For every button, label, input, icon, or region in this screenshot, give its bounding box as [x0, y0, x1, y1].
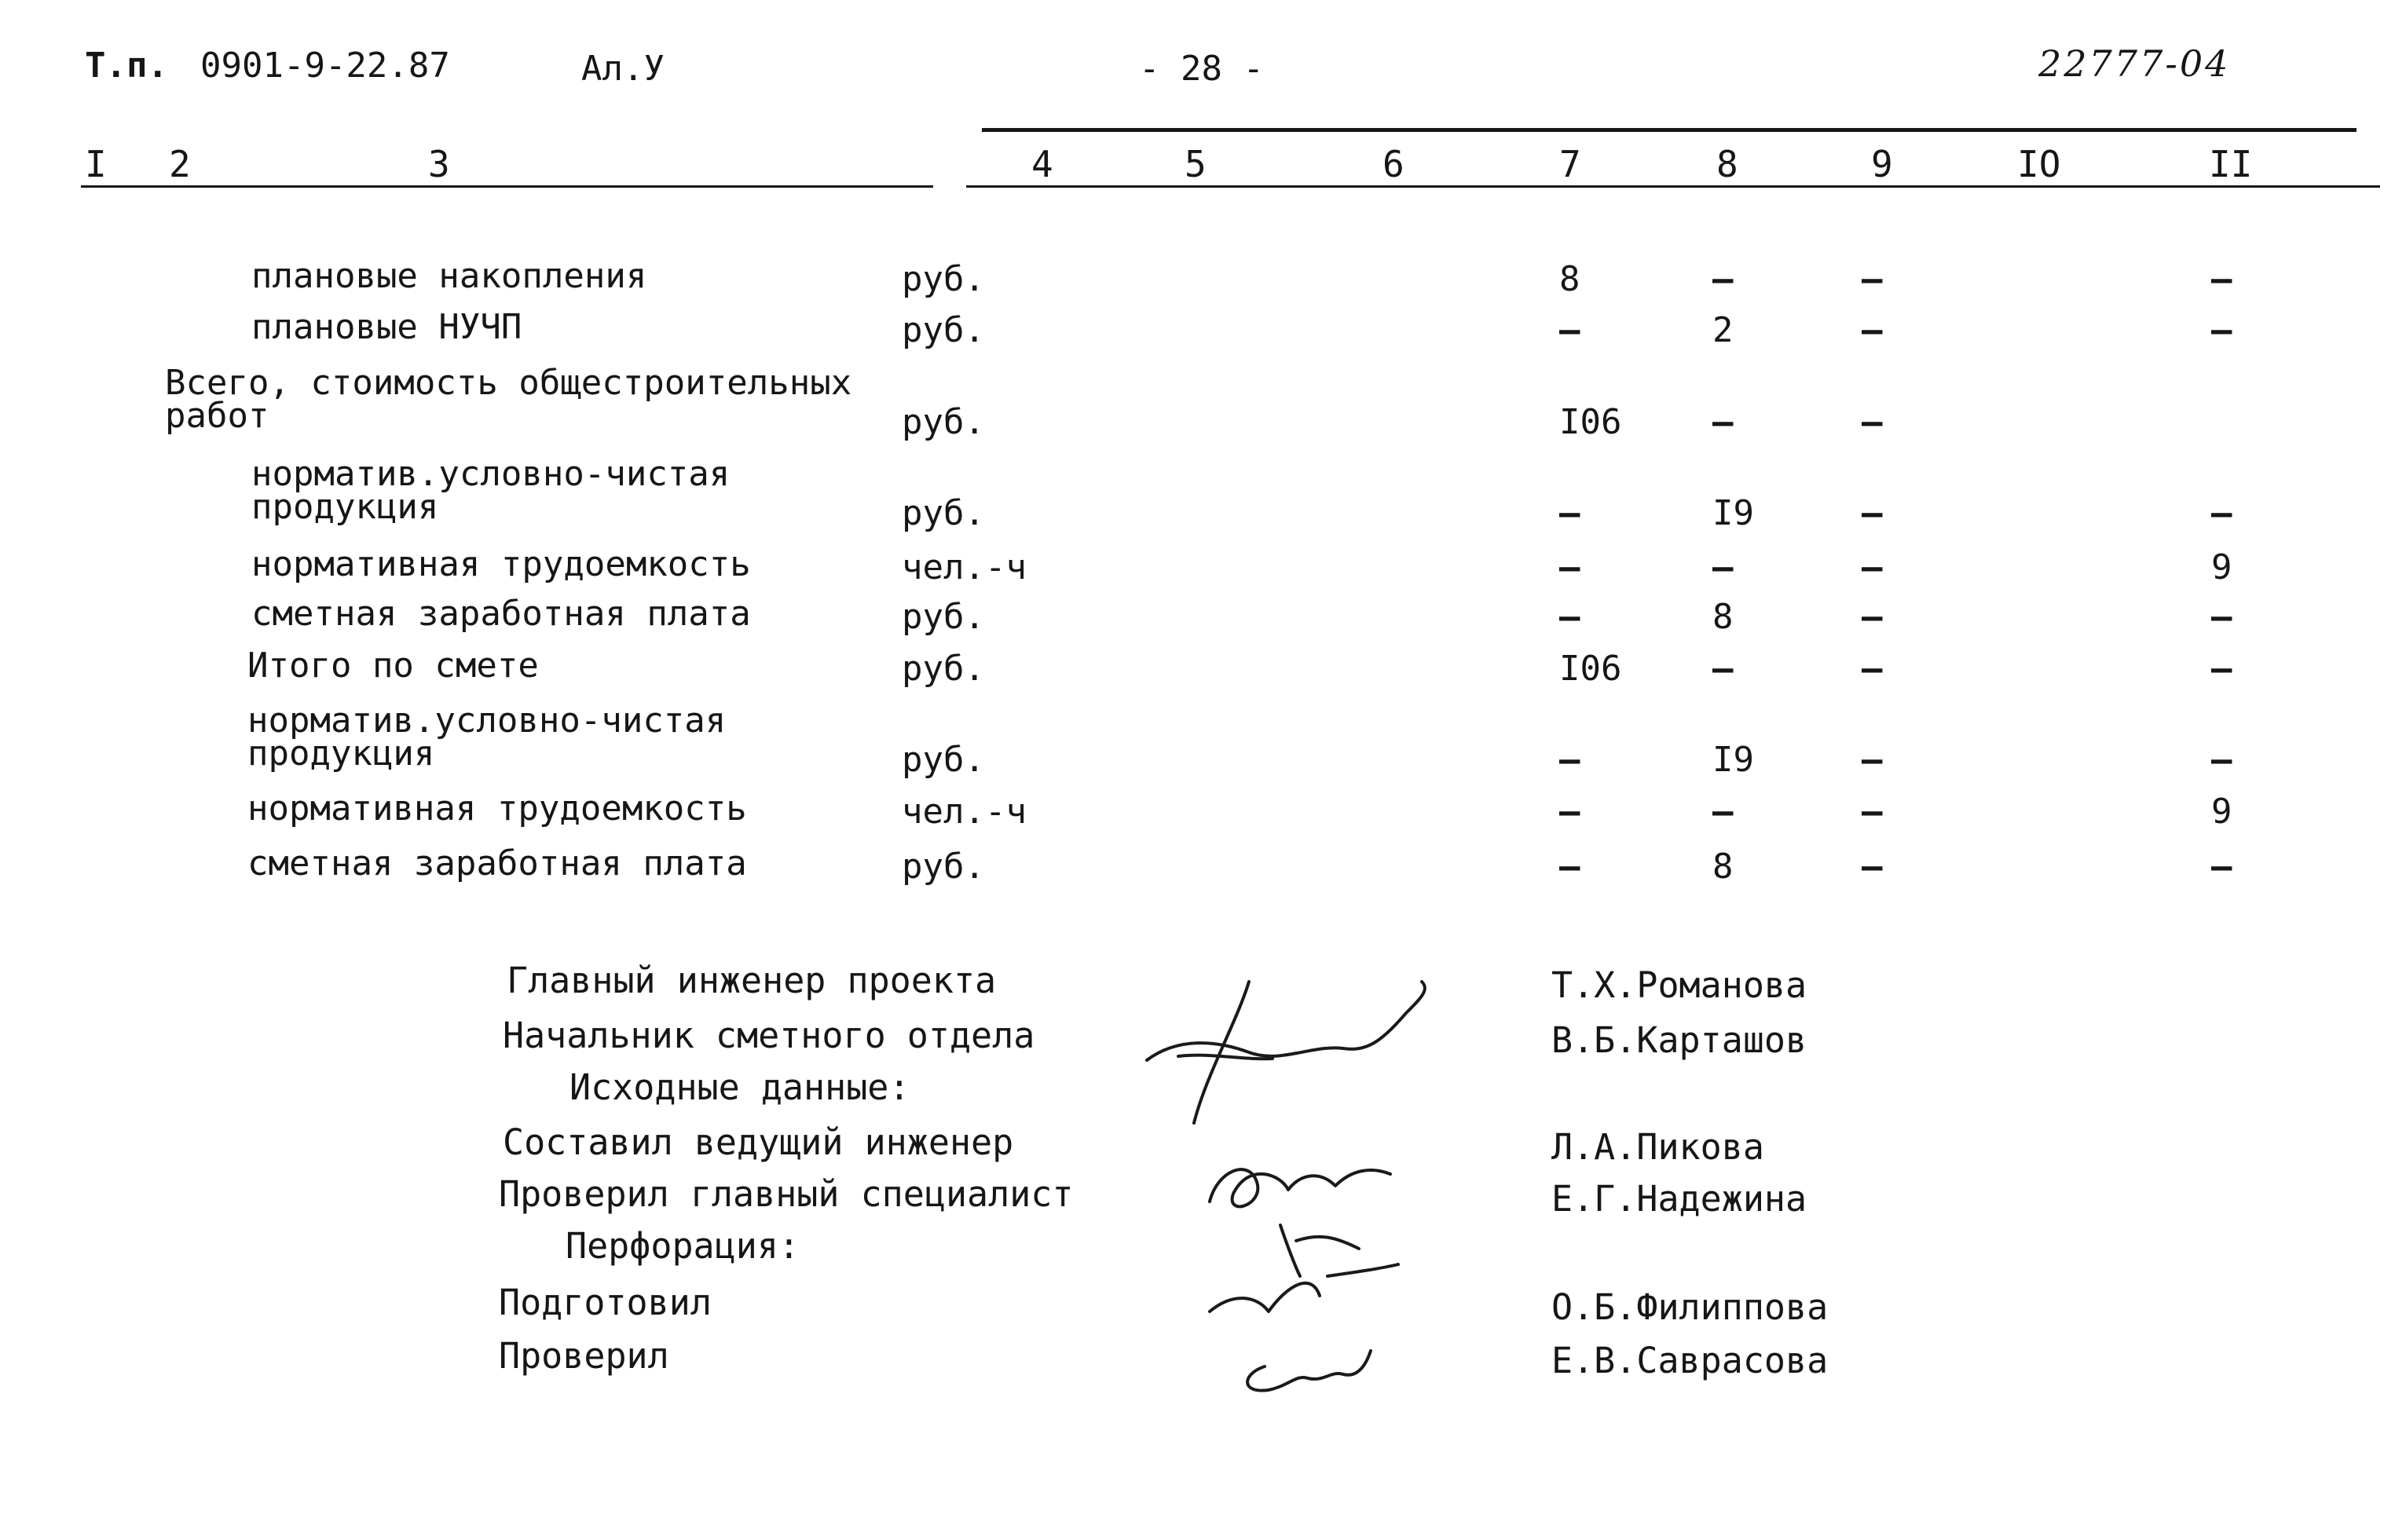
row-label: нормативная трудоемкость — [247, 788, 747, 829]
cell-col11: – — [2211, 649, 2232, 689]
row-unit: руб. — [902, 597, 985, 637]
cell-col9: – — [1862, 547, 1883, 587]
cell-col7: – — [1559, 310, 1580, 350]
cell-col8: – — [1712, 649, 1734, 689]
column-number: I — [85, 143, 107, 185]
cell-col8: – — [1712, 259, 1734, 299]
column-number: IO — [2017, 143, 2061, 185]
row-label: продукция — [251, 487, 439, 527]
cell-col9: – — [1862, 493, 1883, 533]
row-label: плановые накопления — [251, 256, 647, 296]
cell-col8: I9 — [1712, 493, 1754, 533]
cell-col8: 8 — [1712, 847, 1734, 887]
cell-col7: I06 — [1559, 649, 1622, 689]
cell-col7: 8 — [1559, 259, 1580, 299]
cell-col8: 8 — [1712, 597, 1734, 637]
cell-col9: – — [1862, 259, 1883, 299]
column-number: II — [2209, 143, 2253, 185]
cell-col8: 2 — [1712, 310, 1734, 350]
cell-col11: – — [2211, 740, 2232, 780]
row-label: Итого по смете — [247, 646, 539, 686]
cell-col11: 9 — [2211, 547, 2232, 587]
cell-col7: – — [1559, 847, 1580, 887]
signer-name: Л.А.Пикова — [1551, 1126, 1764, 1168]
cell-col9: – — [1862, 792, 1883, 832]
row-label: плановые НУЧП — [251, 307, 522, 347]
row-unit: руб. — [902, 402, 985, 442]
page-number: - 28 - — [1139, 49, 1264, 89]
row-unit: руб. — [902, 740, 985, 780]
cell-col11: – — [2211, 597, 2232, 637]
section-heading: Перфорация: — [566, 1225, 800, 1267]
row-label: продукция — [247, 733, 435, 774]
signer-role: Составил ведущий инженер — [503, 1121, 1014, 1163]
signer-name: Е.В.Саврасова — [1551, 1340, 1829, 1381]
signer-name: О.Б.Филиппова — [1551, 1286, 1829, 1328]
row-unit: руб. — [902, 649, 985, 689]
column-number: 5 — [1185, 143, 1207, 185]
signer-name: В.Б.Карташов — [1551, 1019, 1807, 1061]
doc-number: 0901-9-22.87 — [200, 46, 450, 86]
cell-col11: – — [2211, 310, 2232, 350]
cell-col9: – — [1862, 740, 1883, 780]
column-number: 4 — [1031, 143, 1053, 185]
cell-col11: – — [2211, 847, 2232, 887]
section-heading: Исходные данные: — [569, 1066, 910, 1108]
cell-col7: – — [1559, 792, 1580, 832]
column-number: 2 — [169, 143, 191, 185]
signer-role: Начальник сметного отдела — [503, 1015, 1035, 1056]
cell-col7: – — [1559, 597, 1580, 637]
row-label: работ — [165, 396, 269, 436]
row-label: Всего, стоимость общестроительных — [165, 363, 852, 403]
row-label: сметная заработная плата — [251, 594, 751, 634]
row-unit: руб. — [902, 259, 985, 299]
signature-scribble — [1247, 1351, 1371, 1391]
handwritten-signatures — [1131, 966, 1461, 1406]
signature-scribble — [1147, 982, 1425, 1060]
signature-scribble — [1210, 1264, 1398, 1311]
cell-col11: – — [2211, 259, 2232, 299]
signer-role: Подготовил — [499, 1282, 712, 1323]
cell-col7: – — [1559, 740, 1580, 780]
column-header-rule — [81, 185, 933, 188]
cell-col7: – — [1559, 493, 1580, 533]
cell-col9: – — [1862, 402, 1883, 442]
row-unit: руб. — [902, 493, 985, 533]
signer-role: Проверил главный специалист — [499, 1173, 1074, 1215]
row-label: норматив.условно-чистая — [251, 454, 731, 494]
signer-name: Е.Г.Надежина — [1551, 1178, 1807, 1220]
cell-col9: – — [1862, 649, 1883, 689]
cell-col8: – — [1712, 792, 1734, 832]
album-label: Ал.У — [581, 49, 665, 89]
cell-col8: I9 — [1712, 740, 1754, 780]
column-number: 9 — [1871, 143, 1893, 185]
row-unit: чел.-ч — [902, 547, 1027, 587]
cell-col11: 9 — [2211, 792, 2232, 832]
row-unit: руб. — [902, 310, 985, 350]
signature-scribble — [1280, 1225, 1359, 1276]
signature-scribble — [1210, 1169, 1390, 1206]
cell-col9: – — [1862, 597, 1883, 637]
row-label: нормативная трудоемкость — [251, 544, 751, 584]
signer-role: Проверил — [499, 1335, 669, 1377]
column-number: 3 — [428, 143, 450, 185]
cell-col11: – — [2211, 493, 2232, 533]
inventory-number: 22777-04 — [2038, 42, 2231, 85]
doc-prefix: Т.п. — [85, 46, 168, 86]
column-header-rule — [966, 185, 2380, 188]
cell-col9: – — [1862, 310, 1883, 350]
row-unit: чел.-ч — [902, 792, 1027, 832]
row-label: норматив.условно-чистая — [247, 700, 727, 741]
column-number: 8 — [1716, 143, 1738, 185]
cell-col8: – — [1712, 402, 1734, 442]
row-unit: руб. — [902, 847, 985, 887]
column-number: 7 — [1559, 143, 1581, 185]
signer-role: Главный инженер проекта — [507, 960, 997, 1001]
cell-col8: – — [1712, 547, 1734, 587]
cell-col9: – — [1862, 847, 1883, 887]
signature-scribble — [1178, 982, 1273, 1123]
row-label: сметная заработная плата — [247, 843, 747, 883]
header-rule — [982, 128, 2357, 132]
signer-name: Т.Х.Романова — [1551, 964, 1807, 1006]
column-number: 6 — [1382, 143, 1404, 185]
cell-col7: – — [1559, 547, 1580, 587]
cell-col7: I06 — [1559, 402, 1622, 442]
